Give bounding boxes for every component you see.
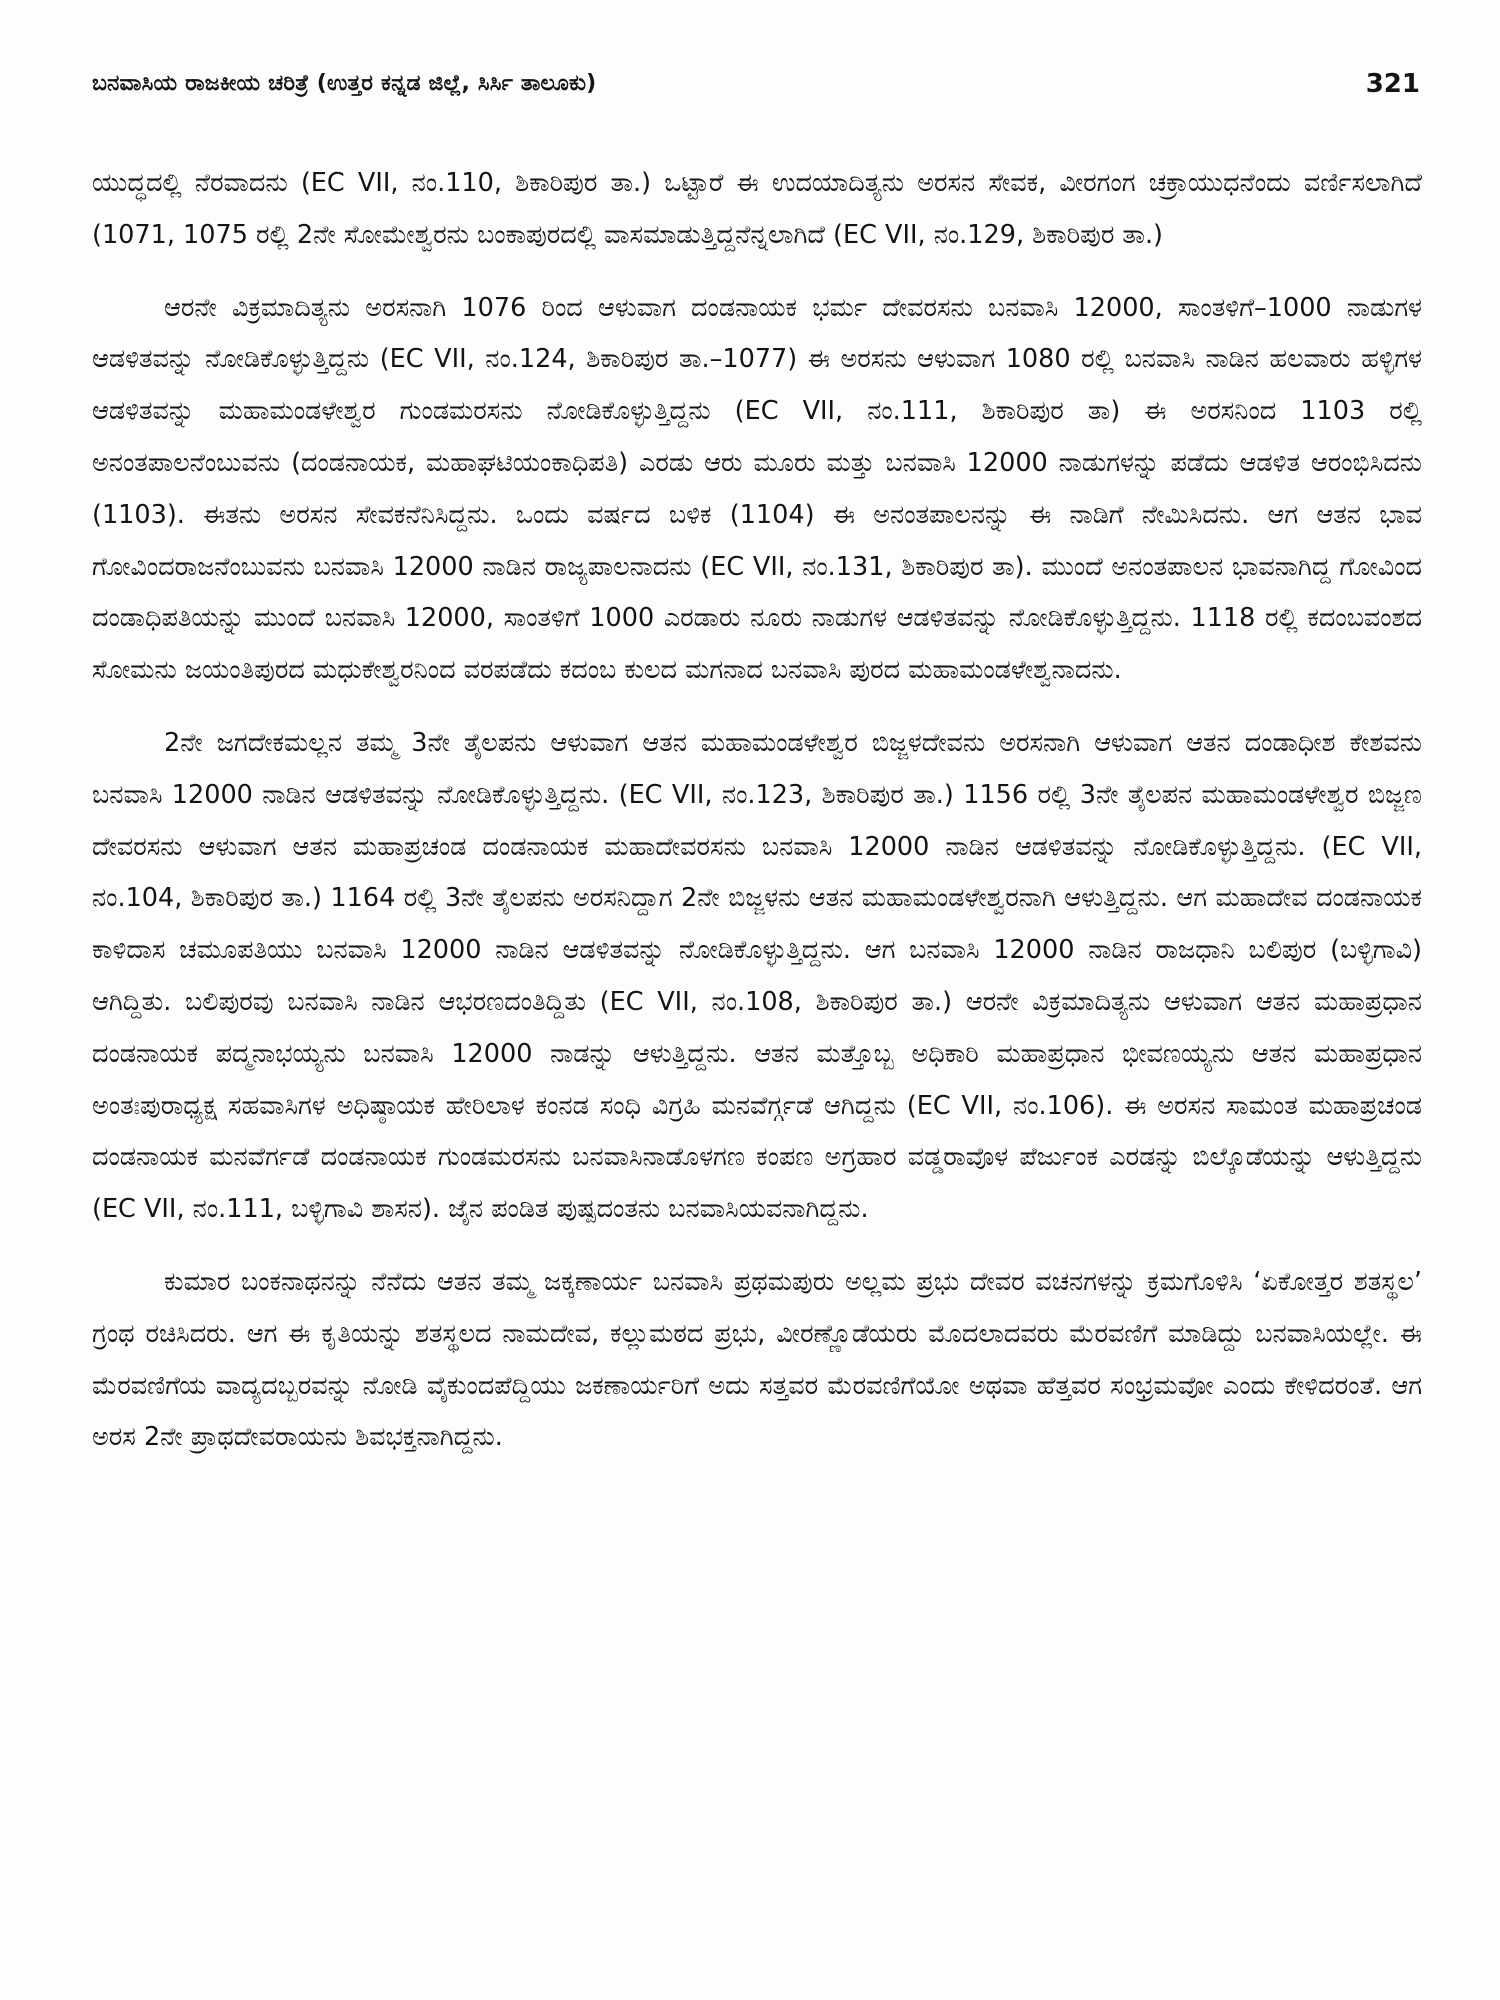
- running-title: ಬನವಾಸಿಯ ರಾಜಕೀಯ ಚರಿತ್ರೆ (ಉತ್ತರ ಕನ್ನಡ ಜಿಲ್ಲೆ, ಸಿರ್ಸಿ ತಾಲೂಕು): [92, 71, 597, 96]
- paragraph: 2ನೇ ಜಗದೇಕಮಲ್ಲನ ತಮ್ಮ 3ನೇ ತೈಲಪನು ಆಳುವಾಗ ಆತನ ಮಹಾಮಂಡಳೇಶ್ವರ ಬಿಜ್ಜಳದೇವನು ಅರಸನಾಗಿ ಆಳುವಾಗ ಆತನ ದಂಡಾಧೀಶ ಕೇಶವನು ಬನವಾಸಿ 12000 ನಾಡಿನ ಆಡಳಿತವನ್ನು ನೋಡಿಕೊಳ್ಳುತ್ತಿದ್ದನು. (EC VII, ನಂ.123, ಶಿಕಾರಿಪುರ ತಾ.) 1156 ರಲ್ಲಿ 3ನೇ ತೈಲಪನ ಮಹಾಮಂಡಳೇಶ್ವರ ಬಿಜ್ಜಣ ದೇವರಸನು ಆಳುವಾಗ ಆತನ ಮಹಾಪ್ರಚಂಡ ದಂಡನಾಯಕ ಮಹಾದೇವರಸನು ಬನವಾಸಿ 12000 ನಾಡಿನ ಆಡಳಿತವನ್ನು ನೋಡಿಕೊಳ್ಳುತ್ತಿದ್ದನು. (EC VII, ನಂ.104, ಶಿಕಾರಿಪುರ ತಾ.) 1164 ರಲ್ಲಿ 3ನೇ ತೈಲಪನು ಅರಸನಿದ್ದಾಗ 2ನೇ ಬಿಜ್ಜಳನು ಆತನ ಮಹಾಮಂಡಳೇಶ್ವರನಾಗಿ ಆಳುತ್ತಿದ್ದನು. ಆಗ ಮಹಾದೇವ ದಂಡನಾಯಕ ಕಾಳಿದಾಸ ಚಮೂಪತಿಯು ಬನವಾಸಿ 12000 ನಾಡಿನ ಆಡಳಿತವನ್ನು ನೋಡಿಕೊಳ್ಳುತ್ತಿದ್ದನು. ಆಗ ಬನವಾಸಿ 12000 ನಾಡಿನ ರಾಜಧಾನಿ ಬಲಿಪುರ (ಬಳ್ಳಿಗಾವಿ) ಆಗಿದ್ದಿತು. ಬಲಿಪುರವು ಬನವಾಸಿ ನಾಡಿನ ಆಭರಣದಂತಿದ್ದಿತು (EC VII, ನಂ.108, ಶಿಕಾರಿಪುರ ತಾ.) ಆರನೇ ವಿಕ್ರಮಾದಿತ್ಯನು ಆಳುವಾಗ ಆತನ ಮಹಾಪ್ರಧಾನ ದಂಡನಾಯಕ ಪದ್ಮನಾಭಯ್ಯನು ಬನವಾಸಿ 12000 ನಾಡನ್ನು ಆಳುತ್ತಿದ್ದನು. ಆತನ ಮತ್ತೊಬ್ಬ ಅಧಿಕಾರಿ ಮಹಾಪ್ರಧಾನ ಭೀವಣಯ್ಯನು ಆತನ ಮಹಾಪ್ರಧಾನ ಅಂತಃಪುರಾಧ್ಯಕ್ಷ ಸಹವಾಸಿಗಳ ಅಧಿಷ್ಠಾಯಕ ಹೇರಿಲಾಳ ಕಂನಡ ಸಂಧಿ ವಿಗ್ರಹಿ ಮನವೆರ್ಗ್ಗಡೆ ಆಗಿದ್ದನು (EC VII, ನಂ.106). ಈ ಅರಸನ ಸಾಮಂತ ಮಹಾಪ್ರಚಂಡ ದಂಡನಾಯಕ ಮನವೆರ್ಗಡೆ ದಂಡನಾಯಕ ಗುಂಡಮರಸನು ಬನವಾಸಿನಾಡೊಳಗಣ ಕಂಪಣ ಅಗ್ರಹಾರ ವಡ್ಡರಾವೊಳ ಪೆರ್ಜುಂಕ ಎರಡನ್ನು ಬಿಲ್ಕೊಡೆಯನ್ನು ಆಳುತ್ತಿದ್ದನು (EC VII, ನಂ.111, ಬಳ್ಳಿಗಾವಿ ಶಾಸನ). ಜೈನ ಪಂಡಿತ ಪುಷ್ಪದಂತನು ಬನವಾಸಿಯವನಾಗಿದ್ದನು.: [92, 727, 1422, 1225]
- body-text: [92, 158, 1422, 1485]
- paragraph: ಕುಮಾರ ಬಂಕನಾಥನನ್ನು ನೆನೆದು ಆತನ ತಮ್ಮ ಜಕ್ಕಣಾರ್ಯ ಬನವಾಸಿ ಪ್ರಥಮಪುರು ಅಲ್ಲಮ ಪ್ರಭು ದೇವರ ವಚನಗಳನ್ನು ಕ್ರಮಗೊಳಿಸಿ ‘ಏಕೋತ್ತರ ಶತಸ್ಥಲ’ ಗ್ರಂಥ ರಚಿಸಿದರು. ಆಗ ಈ ಕೃತಿಯನ್ನು ಶತಸ್ಥಲದ ನಾಮದೇವ, ಕಲ್ಲುಮಠದ ಪ್ರಭು, ವೀರಣ್ಣೊಡೆಯರು ಮೊದಲಾದವರು ಮೆರವಣಿಗೆ ಮಾಡಿದ್ದು ಬನವಾಸಿಯಲ್ಲೇ. ಈ ಮೆರವಣಿಗೆಯ ವಾದ್ಯದಬ್ಬರವನ್ನು ನೋಡಿ ವೈಕುಂದಪೆದ್ದಿಯು ಜಕಣಾರ್ಯರಿಗೆ ಅದು ಸತ್ತವರ ಮೆರವಣಿಗೆಯೋ ಅಥವಾ ಹೆತ್ತವರ ಸಂಭ್ರಮವೋ ಎಂದು ಕೇಳಿದರಂತೆ. ಆಗ ಅರಸ 2ನೇ ಪ್ರಾಥದೇವರಾಯನು ಶಿವಭಕ್ತನಾಗಿದ್ದನು.: [92, 1266, 1422, 1453]
- paragraph: ಯುದ್ಧದಲ್ಲಿ ನೆರವಾದನು (EC VII, ನಂ.110, ಶಿಕಾರಿಪುರ ತಾ.) ಒಟ್ಟಾರೆ ಈ ಉದಯಾದಿತ್ಯನು ಅರಸನ ಸೇವಕ, ವೀರಗಂಗ ಚಕ್ರಾಯುಧನೆಂದು ವರ್ಣಿಸಲಾಗಿದೆ (1071, 1075 ರಲ್ಲಿ 2ನೇ ಸೋಮೇಶ್ವರನು ಬಂಕಾಪುರದಲ್ಲಿ ವಾಸಮಾಡುತ್ತಿದ್ದನೆನ್ನಲಾಗಿದೆ (EC VII, ನಂ.129, ಶಿಕಾರಿಪುರ ತಾ.): [92, 168, 1422, 250]
- paragraph: ಆರನೇ ವಿಕ್ರಮಾದಿತ್ಯನು ಅರಸನಾಗಿ 1076 ರಿಂದ ಆಳುವಾಗ ದಂಡನಾಯಕ ಭರ್ಮ ದೇವರಸನು ಬನವಾಸಿ 12000, ಸಾಂತಳಿಗೆ–1000 ನಾಡುಗಳ ಆಡಳಿತವನ್ನು ನೋಡಿಕೊಳ್ಳುತ್ತಿದ್ದನು (EC VII, ನಂ.124, ಶಿಕಾರಿಪುರ ತಾ.–1077) ಈ ಅರಸನು ಆಳುವಾಗ 1080 ರಲ್ಲಿ ಬನವಾಸಿ ನಾಡಿನ ಹಲವಾರು ಹಳ್ಳಿಗಳ ಆಡಳಿತವನ್ನು ಮಹಾಮಂಡಳೇಶ್ವರ ಗುಂಡಮರಸನು ನೋಡಿಕೊಳ್ಳುತ್ತಿದ್ದನು (EC VII, ನಂ.111, ಶಿಕಾರಿಪುರ ತಾ) ಈ ಅರಸನಿಂದ 1103 ರಲ್ಲಿ ಅನಂತಪಾಲನೆಂಬುವನು (ದಂಡನಾಯಕ, ಮಹಾಘಟಿಯಂಕಾಧಿಪತಿ) ಎರಡು ಆರು ಮೂರು ಮತ್ತು ಬನವಾಸಿ 12000 ನಾಡುಗಳನ್ನು ಪಡೆದು ಆಡಳಿತ ಆರಂಭಿಸಿದನು (1103). ಈತನು ಅರಸನ ಸೇವಕನೆನಿಸಿದ್ದನು. ಒಂದು ವರ್ಷದ ಬಳಿಕ (1104) ಈ ಅನಂತಪಾಲನನ್ನು ಈ ನಾಡಿಗೆ ನೇಮಿಸಿದನು. ಆಗ ಆತನ ಭಾವ ಗೋವಿಂದರಾಜನೆಂಬುವನು ಬನವಾಸಿ 12000 ನಾಡಿನ ರಾಜ್ಯಪಾಲನಾದನು (EC VII, ನಂ.131, ಶಿಕಾರಿಪುರ ತಾ). ಮುಂದೆ ಅನಂತಪಾಲನ ಭಾವನಾಗಿದ್ದ ಗೋವಿಂದ ದಂಡಾಧಿಪತಿಯನ್ನು ಮುಂದೆ ಬನವಾಸಿ 12000, ಸಾಂತಳಿಗೆ 1000 ಎರಡಾರು ನೂರು ನಾಡುಗಳ ಆಡಳಿತವನ್ನು ನೋಡಿಕೊಳ್ಳುತ್ತಿದ್ದನು. 1118 ರಲ್ಲಿ ಕದಂಬವಂಶದ ಸೋಮನು ಜಯಂತಿಪುರದ ಮಧುಕೇಶ್ವರನಿಂದ ವರಪಡೆದು ಕದಂಬ ಕುಲದ ಮಗನಾದ ಬನವಾಸಿ ಪುರದ ಮಹಾಮಂಡಳೇಶ್ವನಾದನು.: [92, 292, 1422, 686]
- page-number: 321: [1365, 69, 1420, 99]
- page-header: [92, 64, 1420, 104]
